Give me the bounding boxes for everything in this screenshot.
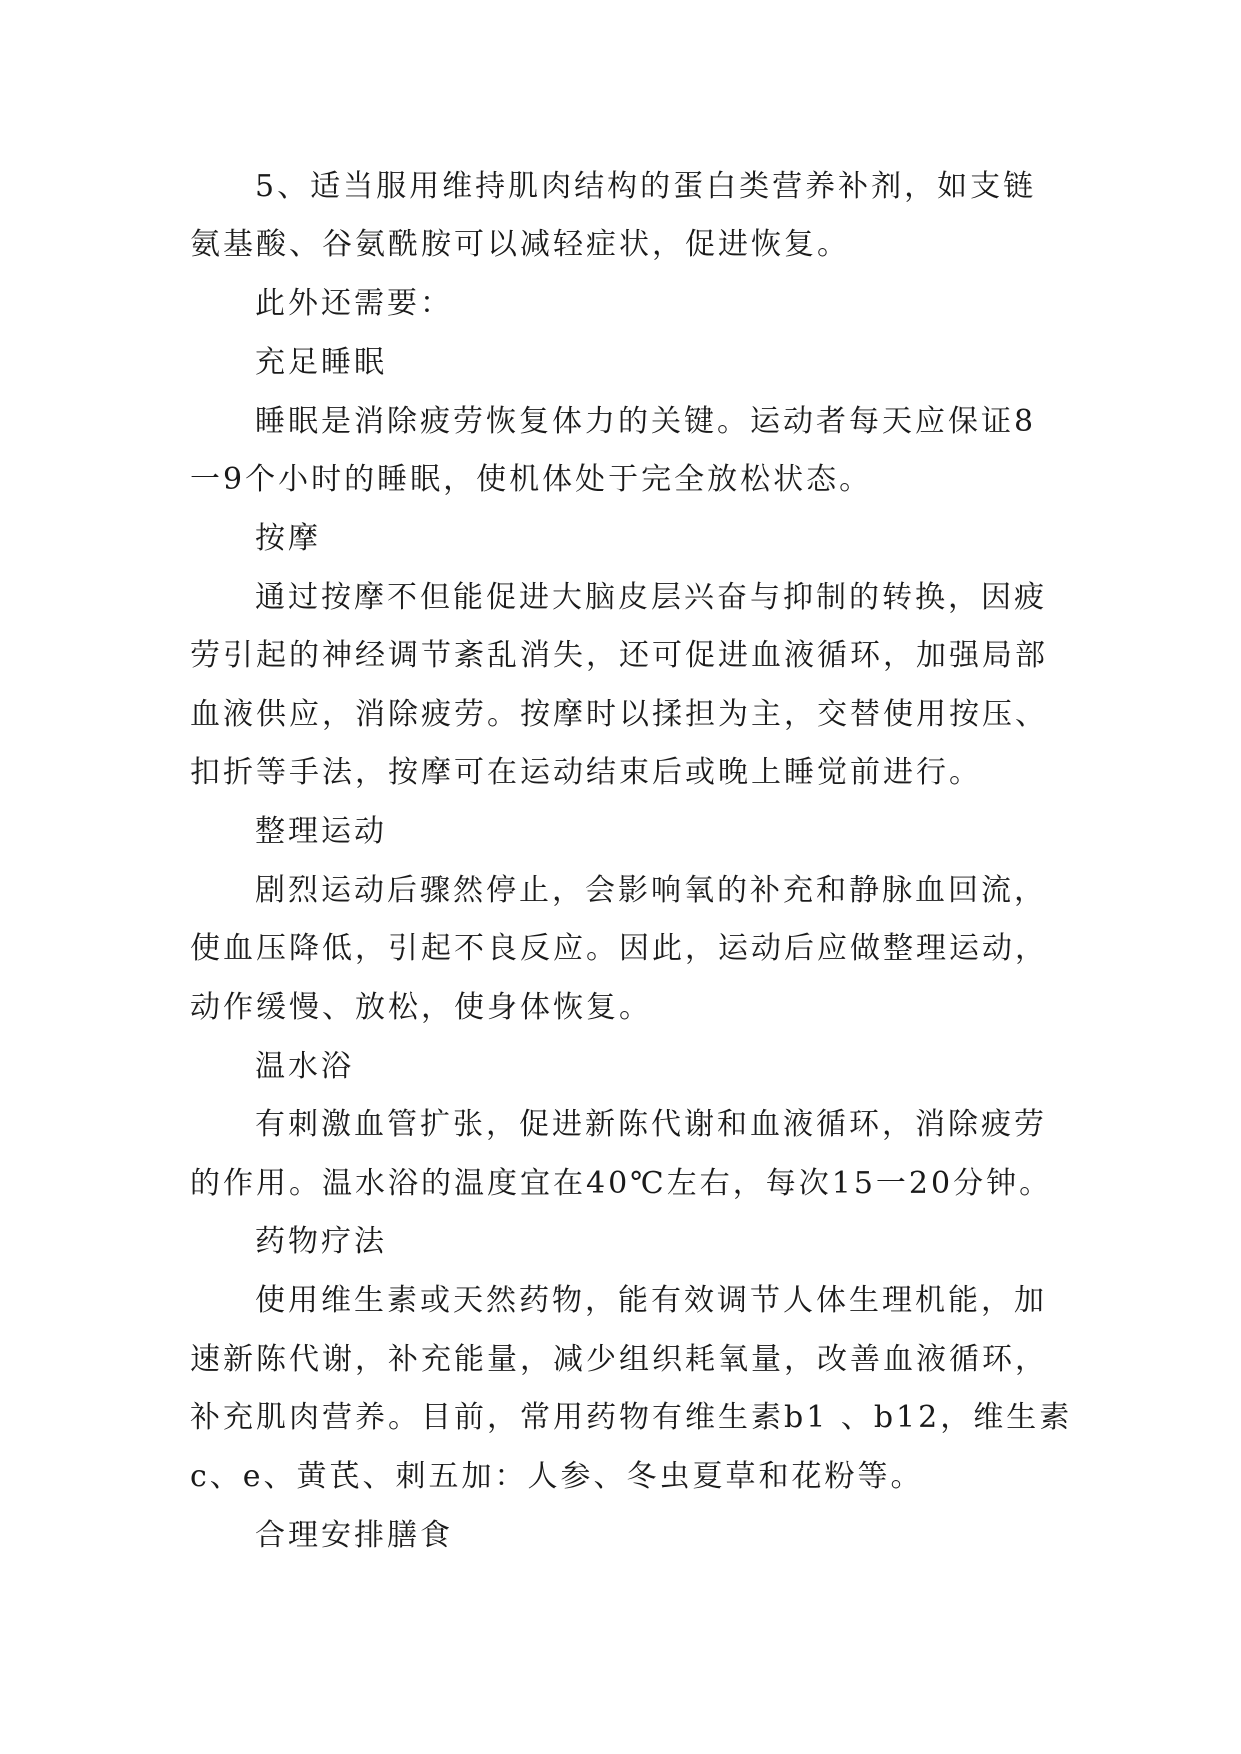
paragraph-line: c、e、黄芪、刺五加：人参、冬虫夏草和花粉等。 — [190, 1459, 924, 1494]
paragraph-line: 使血压降低，引起不良反应。因此，运动后应做整理运动， — [190, 931, 1048, 966]
section-heading: 充足睡眠 — [255, 345, 387, 380]
paragraph-line: 使用维生素或天然药物，能有效调节人体生理机能，加 — [255, 1283, 1047, 1318]
paragraph-line: 剧烈运动后骤然停止，会影响氧的补充和静脉血回流， — [255, 873, 1047, 908]
paragraph-line: 扣折等手法，按摩可在运动结束后或晚上睡觉前进行。 — [190, 755, 982, 790]
section-heading: 药物疗法 — [255, 1224, 387, 1259]
paragraph-line: 动作缓慢、放松，使身体恢复。 — [190, 990, 652, 1025]
section-heading: 按摩 — [255, 521, 321, 556]
paragraph-line: 补充肌肉营养。目前，常用药物有维生素b1 、b12，维生素 — [190, 1400, 1073, 1435]
paragraph-line: 血液供应，消除疲劳。按摩时以揉担为主，交替使用按压、 — [190, 697, 1048, 732]
paragraph-line: 劳引起的神经调节紊乱消失，还可促进血液循环，加强局部 — [190, 638, 1048, 673]
paragraph-line: 5、适当服用维持肌肉结构的蛋白类营养补剂，如支链 — [255, 169, 1037, 204]
paragraph-line: 睡眠是消除疲劳恢复体力的关键。运动者每天应保证8 — [255, 404, 1037, 439]
paragraph-line: 有刺激血管扩张，促进新陈代谢和血液循环，消除疲劳 — [255, 1107, 1047, 1142]
section-heading: 整理运动 — [255, 814, 387, 849]
paragraph-line: 通过按摩不但能促进大脑皮层兴奋与抑制的转换，因疲 — [255, 580, 1047, 615]
paragraph-line: 速新陈代谢，补充能量，减少组织耗氧量，改善血液循环， — [190, 1342, 1048, 1377]
paragraph-line: 一9个小时的睡眠，使机体处于完全放松状态。 — [190, 462, 873, 497]
section-intro: 此外还需要： — [255, 286, 453, 321]
paragraph-line: 的作用。温水浴的温度宜在40℃左右，每次15一20分钟。 — [190, 1166, 1053, 1201]
section-heading: 温水浴 — [255, 1049, 354, 1084]
section-heading: 合理安排膳食 — [255, 1518, 453, 1553]
paragraph-line: 氨基酸、谷氨酰胺可以减轻症状，促进恢复。 — [190, 227, 850, 262]
